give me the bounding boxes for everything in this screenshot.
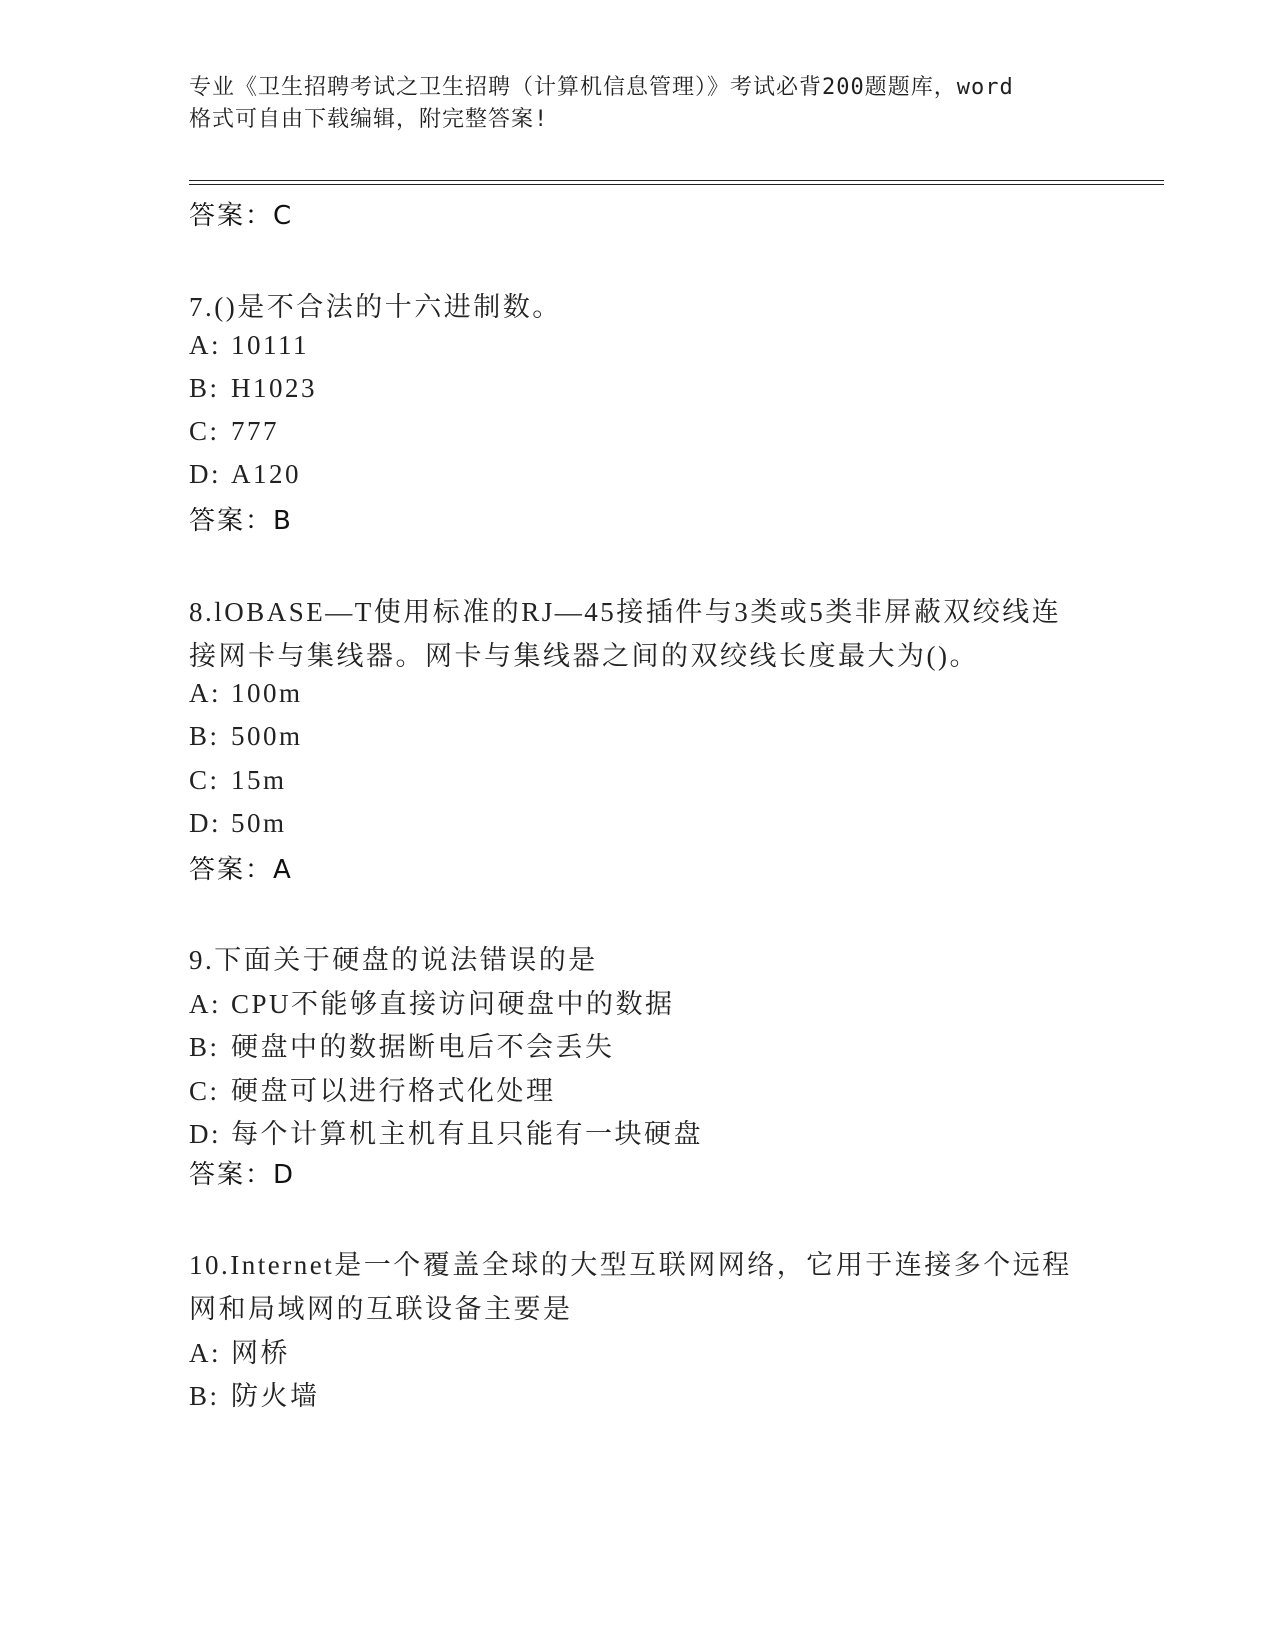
question-9-option-a [189,982,675,1021]
option-text: CPU不能够直接访问硬盘中的数据 [231,989,675,1019]
option-label: B: [189,1381,220,1411]
option-label: B: [189,1032,220,1062]
option-label: A: [189,1338,221,1368]
question-8-option-b [189,721,303,752]
option-text: 网桥 [231,1338,290,1368]
answer-q7: 答案：B [189,506,293,536]
question-8-stem-line-2: 接网卡与集线器。网卡与集线器之间的双绞线长度最大为()。 [189,641,979,671]
answer-q8: 答案：A [189,855,293,885]
option-label: A: [189,330,221,360]
header-line-2: 格式可自由下载编辑，附完整答案! [189,107,549,132]
option-text: 防火墙 [231,1381,320,1411]
option-label: A: [189,678,221,708]
question-7-option-c [189,416,279,447]
question-9-option-b [189,1025,615,1064]
option-text: A120 [231,459,301,489]
question-8-stem-line-1: 8.lOBASE—T使用标准的RJ—45接插件与3类或5类非屏蔽双绞线连 [189,597,1062,627]
option-label: C: [189,1076,220,1106]
question-7-option-a [189,330,309,361]
option-label: D: [189,808,221,838]
option-label: D: [189,1119,221,1149]
question-10-stem-line-1: 10.Internet是一个覆盖全球的大型互联网网络，它用于连接多个远程 [189,1250,1072,1280]
question-9-option-c [189,1069,556,1108]
option-text: 硬盘中的数据断电后不会丢失 [231,1032,615,1062]
option-label: B: [189,373,220,403]
option-label: C: [189,765,220,795]
option-text: 每个计算机主机有且只能有一块硬盘 [231,1119,703,1149]
question-10-option-b [189,1374,320,1413]
answer-q9: 答案：D [189,1160,296,1190]
option-label: C: [189,416,220,446]
option-label: A: [189,989,221,1019]
option-text: 10111 [231,330,309,360]
option-text: H1023 [231,373,317,403]
question-10-option-a [189,1331,290,1370]
option-text: 15m [231,765,287,795]
option-label: D: [189,459,221,489]
option-text: 777 [231,416,279,446]
header-line-1: 专业《卫生招聘考试之卫生招聘（计算机信息管理）》考试必背200题题库，word [189,75,1014,100]
question-7-option-d [189,459,301,490]
question-8-option-a [189,678,303,709]
option-text: 50m [231,808,287,838]
answer-q6: 答案：C [189,201,294,231]
option-text: 500m [231,721,303,751]
question-10-stem-line-2: 网和局域网的互联设备主要是 [189,1294,573,1324]
question-9-option-d [189,1112,703,1151]
header-divider-bottom [189,184,1164,185]
document-header [189,72,1089,136]
question-7-stem: 7.()是不合法的十六进制数。 [189,292,562,322]
question-9-stem: 9.下面关于硬盘的说法错误的是 [189,945,598,975]
question-8-option-d [189,808,287,839]
option-text: 硬盘可以进行格式化处理 [231,1076,556,1106]
question-7-option-b [189,373,317,404]
header-divider-top [189,180,1164,181]
option-label: B: [189,721,220,751]
question-8-option-c [189,765,287,796]
option-text: 100m [231,678,303,708]
